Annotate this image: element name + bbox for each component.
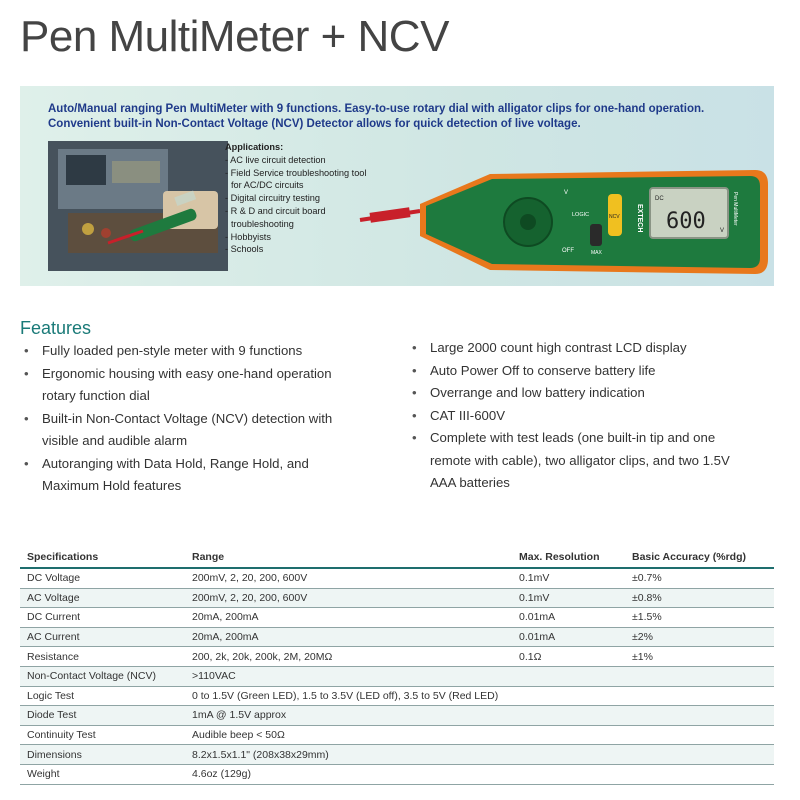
- application-item: - Field Service troubleshooting tool for AC/DC circuits: [225, 167, 367, 191]
- table-cell: Resistance: [20, 647, 185, 667]
- table-cell: 1mA @ 1.5V approx: [185, 706, 512, 726]
- table-cell: 200mV, 2, 20, 200, 600V: [185, 568, 512, 588]
- table-row: [20, 706, 774, 726]
- column-header: Max. Resolution: [512, 547, 625, 568]
- table-cell: [512, 725, 625, 745]
- lcd-reading: 600: [666, 209, 706, 234]
- feature-item: • Fully loaded pen-style meter with 9 functions: [20, 340, 365, 363]
- table-cell: Non-Contact Voltage (NCV): [20, 666, 185, 686]
- table-cell: [512, 666, 625, 686]
- table-cell: [625, 666, 774, 686]
- feature-item: • Auto Power Off to conserve battery life: [408, 360, 753, 383]
- table-row: [20, 568, 774, 588]
- table-cell: 0.01mA: [512, 608, 625, 628]
- hero-intro-text: Auto/Manual ranging Pen MultiMeter with 9 functions. Easy-to-use rotary dial with alligator clips for one-hand operation. Convenient built-in Non-Contact Voltage (NCV) Detector allows for quick detection of live voltage.: [48, 103, 705, 130]
- column-header: Specifications: [20, 547, 185, 568]
- hero-banner: [20, 86, 774, 286]
- table-cell: Continuity Test: [20, 725, 185, 745]
- table-cell: [625, 725, 774, 745]
- table-cell: 20mA, 200mA: [185, 627, 512, 647]
- table-row: [20, 764, 774, 784]
- application-item: - Hobbyists: [225, 231, 271, 242]
- features-list-right: [408, 337, 753, 495]
- table-cell: AC Current: [20, 627, 185, 647]
- table-cell: 4.6oz (129g): [185, 764, 512, 784]
- application-item: - AC live circuit detection: [225, 154, 326, 165]
- probe-sleeve: [369, 207, 410, 222]
- specifications-table: [20, 547, 774, 785]
- lcd-unit: V: [720, 228, 725, 234]
- pen-multimeter-image: [350, 164, 770, 284]
- max-label: MAX: [591, 250, 602, 256]
- table-cell: DC Current: [20, 608, 185, 628]
- table-cell: [512, 706, 625, 726]
- table-cell: ±0.8%: [625, 588, 774, 608]
- features-list-left: [20, 340, 365, 498]
- table-row: [20, 608, 774, 628]
- feature-item: • Built-in Non-Contact Voltage (NCV) detection with visible and audible alarm: [20, 408, 365, 453]
- table-cell: 200, 2k, 20k, 200k, 2M, 20MΩ: [185, 647, 512, 667]
- table-row: [20, 745, 774, 765]
- table-cell: [512, 745, 625, 765]
- application-item: - R & D and circuit board troubleshooting: [225, 205, 326, 229]
- feature-item: • Ergonomic housing with easy one-hand operation rotary function dial: [20, 363, 365, 408]
- table-cell: 0.1mV: [512, 588, 625, 608]
- dial-label-off: OFF: [562, 248, 574, 254]
- table-row: [20, 627, 774, 647]
- feature-item: • Autoranging with Data Hold, Range Hold, and Maximum Hold features: [20, 453, 365, 498]
- ncv-label: NCV: [609, 214, 620, 220]
- table-cell: DC Voltage: [20, 568, 185, 588]
- table-cell: 200mV, 2, 20, 200, 600V: [185, 588, 512, 608]
- table-cell: 0.1Ω: [512, 647, 625, 667]
- table-cell: ±1%: [625, 647, 774, 667]
- table-cell: [625, 706, 774, 726]
- table-cell: [625, 745, 774, 765]
- table-cell: 20mA, 200mA: [185, 608, 512, 628]
- lcd-mode: DC: [655, 196, 664, 202]
- table-cell: Weight: [20, 764, 185, 784]
- table-cell: [512, 764, 625, 784]
- table-cell: 0.1mV: [512, 568, 625, 588]
- column-header: Range: [185, 547, 512, 568]
- page-title: Pen MultiMeter + NCV: [20, 12, 449, 61]
- table-row: [20, 588, 774, 608]
- table-cell: Audible beep < 50Ω: [185, 725, 512, 745]
- table-cell: Dimensions: [20, 745, 185, 765]
- feature-item: • Large 2000 count high contrast LCD display: [408, 337, 753, 360]
- table-row: [20, 666, 774, 686]
- table-row: [20, 725, 774, 745]
- logic-label: LOGIC: [572, 212, 590, 218]
- brand-logo: EXTECH: [636, 204, 643, 233]
- photo-illustration: [48, 141, 228, 271]
- table-cell: >110VAC: [185, 666, 512, 686]
- feature-item: • CAT III-600V: [408, 405, 753, 428]
- features-heading: Features: [20, 318, 92, 338]
- table-cell: Logic Test: [20, 686, 185, 706]
- table-cell: ±0.7%: [625, 568, 774, 588]
- application-item: - Schools: [225, 244, 264, 255]
- max-button: [590, 224, 602, 246]
- table-cell: 8.2x1.5x1.1" (208x38x29mm): [185, 745, 512, 765]
- table-cell: [625, 764, 774, 784]
- table-cell: 0 to 1.5V (Green LED), 1.5 to 3.5V (LED off), 3.5 to 5V (Red LED): [185, 686, 774, 706]
- table-cell: 0.01mA: [512, 627, 625, 647]
- application-item: - Digital circuitry testing: [225, 193, 320, 204]
- feature-item: • Complete with test leads (one built-in tip and one remote with cable), two alligator clips, and two 1.5V AAA batteries: [408, 427, 753, 495]
- dial-center: [520, 214, 536, 230]
- dial-label-v: V: [564, 190, 569, 196]
- table-cell: AC Voltage: [20, 588, 185, 608]
- product-in-use-photo: [48, 141, 228, 271]
- table-cell: ±1.5%: [625, 608, 774, 628]
- table-header-row: [20, 547, 774, 568]
- table-row: [20, 686, 774, 706]
- table-row: [20, 647, 774, 667]
- model-label: Pen MultiMeter: [732, 192, 738, 226]
- column-header: Basic Accuracy (%rdg): [625, 547, 774, 568]
- table-cell: ±2%: [625, 627, 774, 647]
- applications-title: Applications:: [225, 142, 284, 152]
- feature-item: • Overrange and low battery indication: [408, 382, 753, 405]
- table-cell: Diode Test: [20, 706, 185, 726]
